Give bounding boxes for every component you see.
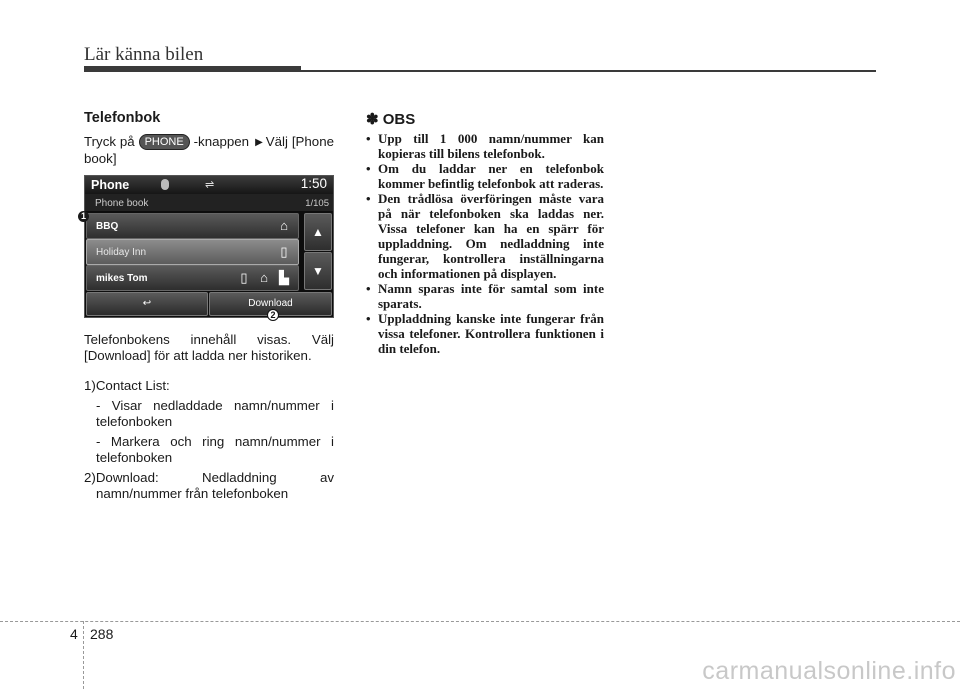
download-button[interactable]: Download bbox=[209, 292, 332, 316]
arrow-right-icon: ▶ bbox=[255, 137, 263, 148]
screen-clock: 1:50 bbox=[300, 176, 327, 191]
item-list bbox=[84, 378, 334, 502]
back-button[interactable] bbox=[86, 292, 208, 316]
office-icon: ▙ bbox=[279, 270, 289, 285]
usb-icon: ⇌ bbox=[205, 179, 215, 191]
footer-rule bbox=[0, 621, 960, 622]
contact-name: BBQ bbox=[96, 221, 119, 232]
footer-divider bbox=[83, 621, 84, 689]
item-2-cont: namn/nummer från telefonboken bbox=[96, 486, 289, 501]
home-icon: ⌂ bbox=[260, 270, 268, 285]
home-icon: ⌂ bbox=[280, 218, 288, 233]
note-bullet: • Om du laddar ner en telefonbok kommer befintlig telefonbok att raderas. bbox=[366, 161, 604, 191]
back-icon: ↩ bbox=[142, 298, 152, 309]
page-number: 288 bbox=[90, 626, 114, 642]
phone-key-icon: PHONE bbox=[139, 134, 190, 150]
scroll-down-button[interactable]: ▼ bbox=[304, 252, 332, 290]
screen-app-title: Phone bbox=[91, 178, 130, 192]
contact-row-mikes-tom[interactable] bbox=[86, 265, 299, 291]
note-column bbox=[366, 112, 604, 356]
bluetooth-icon bbox=[161, 179, 169, 190]
note-bullet: • Den trådlösa överföringen måste vara på när telefonboken ska laddas ner. Vissa telefoner kan ha en spärr för uppladdning. Om nedladdning inte fungerar, kontrollera inställningarna och informationen på displayen. bbox=[366, 191, 604, 281]
note-bullet: • Uppladdning kanske inte fungerar från vissa telefoner. Kontrollera funktionen i din telefon. bbox=[366, 311, 604, 356]
screen-subheader bbox=[85, 194, 333, 211]
contact-name: mikes Tom bbox=[96, 273, 148, 284]
phone-book-label: Phone book bbox=[95, 198, 149, 209]
contact-name: Holiday Inn bbox=[96, 247, 147, 258]
intro-text bbox=[84, 134, 334, 167]
intro-pre: Tryck på bbox=[84, 134, 135, 149]
entry-count: 1/105 bbox=[305, 198, 329, 209]
mobile-phone-icon: ▯ bbox=[280, 244, 288, 259]
note-bullet: • Upp till 1 000 namn/nummer kan kopieras till bilens telefonbok. bbox=[366, 131, 604, 161]
intro-select: Välj [Phone book] bbox=[84, 134, 334, 166]
callout-2: 2 bbox=[267, 309, 279, 321]
screen-status-bar bbox=[85, 176, 333, 194]
chapter-number: 4 bbox=[70, 626, 78, 642]
section-title: Telefonbok bbox=[84, 110, 161, 126]
page-header-title: Lär känna bilen bbox=[84, 44, 204, 65]
callout-1: 1 bbox=[78, 211, 89, 222]
contact-row-holiday-inn[interactable] bbox=[86, 239, 299, 265]
item-2-head: 2)Download: Nedladdning av bbox=[84, 470, 334, 485]
scroll-up-button[interactable]: ▲ bbox=[304, 213, 332, 251]
header-rule-thin bbox=[84, 70, 876, 72]
item-1-sub-2: - Markera och ring namn/nummer i telefonboken bbox=[96, 434, 334, 465]
intro-post: -knappen bbox=[193, 134, 250, 149]
contact-row-bbq[interactable] bbox=[86, 213, 299, 239]
note-title: ✽ OBS bbox=[366, 111, 416, 128]
item-1-sub-1: - Visar nedladdade namn/nummer i telefonboken bbox=[96, 398, 334, 429]
item-1-head: 1)Contact List: bbox=[84, 378, 170, 393]
left-column bbox=[84, 110, 334, 502]
note-bullet: • Namn sparas inte för samtal som inte sparats. bbox=[366, 281, 604, 311]
description-paragraph: Telefonbokens innehåll visas. Välj [Download] för att ladda ner historiken. bbox=[84, 332, 334, 363]
phone-book-screen bbox=[84, 175, 334, 318]
watermark-text: carmanualsonline.info bbox=[702, 657, 956, 685]
mobile-phone-icon: ▯ bbox=[240, 270, 248, 285]
